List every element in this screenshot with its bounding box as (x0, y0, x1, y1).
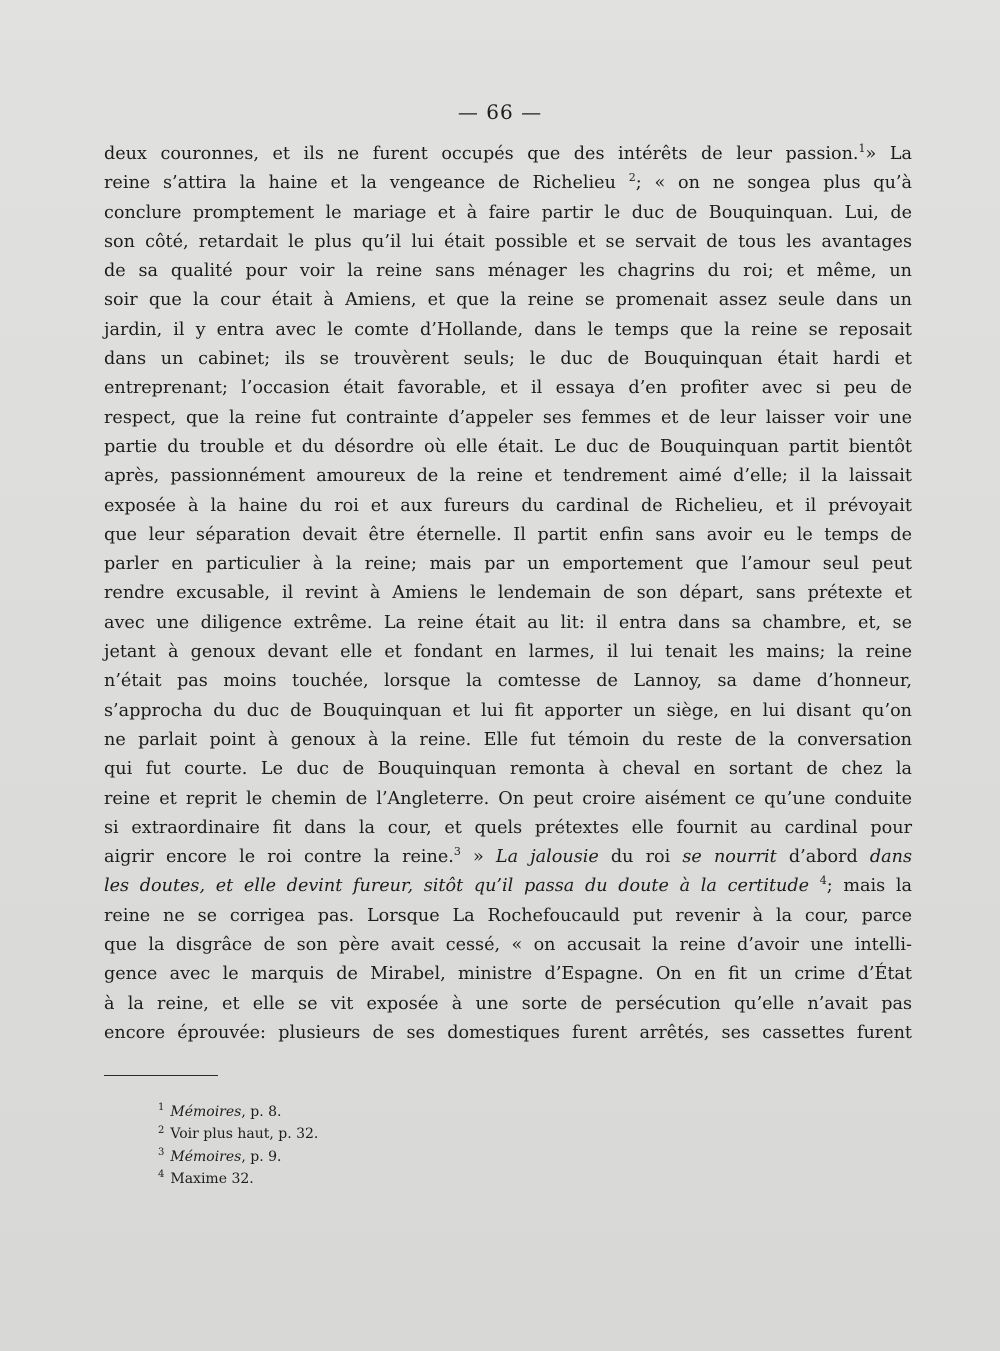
text-run: exposée à la haine du roi et aux fureurs du cardinal de Richelieu, et il prévoyait (104, 495, 912, 516)
text-run: reine et reprit le chemin de l’Angleterre. On peut croire aisément ce qu’une conduite (104, 788, 912, 809)
footnote-number: 1 (158, 1102, 165, 1114)
text-run: entreprenant; l’occasion était favorable, et il essaya d’en profiter avec si peu de (104, 378, 912, 399)
footnote (158, 1123, 558, 1145)
footnote (158, 1101, 558, 1123)
text-line (104, 814, 912, 843)
footnote-rule (104, 1075, 218, 1076)
footnote (158, 1168, 558, 1190)
text-line (104, 140, 912, 169)
body-text (104, 140, 912, 1048)
text-run: son côté, retardait le plus qu’il lui était possible et se servait de tous les avantages (104, 231, 912, 252)
text-run: si extraordinaire fit dans la cour, et quels prétextes elle fournit au cardinal pour (104, 817, 912, 838)
text-line (104, 638, 912, 667)
text-line (104, 228, 912, 257)
text-run: aigrir encore le roi contre la reine. (104, 847, 454, 868)
text-line (104, 257, 912, 286)
footnote-number: 3 (158, 1146, 165, 1158)
text-line (104, 404, 912, 433)
text-run: parler en particulier à la reine; mais par un emportement que l’amour seul peut (104, 554, 912, 575)
text-line (104, 492, 912, 521)
text-run: s’approcha du duc de Bouquinquan et lui fit apporter un siège, en lui disant qu’on (104, 700, 912, 721)
text-line (104, 872, 912, 901)
text-run: » La (865, 144, 912, 164)
text-line (104, 521, 912, 550)
text-run: conclure promptement le mariage et à faire partir le duc de Bouquinquan. Lui, de (104, 202, 912, 223)
text-run: encore éprouvée: plusieurs de ses domestiques furent arrêtés, ses cassettes furent (104, 1022, 912, 1043)
text-line (104, 843, 912, 872)
text-run: , p. 8. (241, 1104, 282, 1120)
footnotes (158, 1101, 558, 1190)
italic-text: La jalousie (495, 847, 599, 868)
text-run: qui fut courte. Le duc de Bouquinquan remonta à cheval en sortant de chez la (104, 759, 912, 780)
text-line (104, 169, 912, 198)
text-run: n’était pas moins touchée, lorsque la comtesse de Lannoy, sa dame d’honneur, (104, 671, 912, 692)
text-run: respect, que la reine fut contrainte d’appeler ses femmes et de leur laisser voir une (104, 407, 912, 428)
text-line (104, 579, 912, 608)
text-line (104, 316, 912, 345)
text-run: ne parlait point à genoux à la reine. Elle fut témoin du reste de la conversation (104, 729, 912, 750)
text-line (104, 726, 912, 755)
footnote-number: 4 (158, 1169, 165, 1181)
text-line (104, 931, 912, 960)
text-line (104, 286, 912, 315)
text-run: que leur séparation devait être éternelle. Il partit enfin sans avoir eu le temps de (104, 524, 912, 545)
text-run: gence avec le marquis de Mirabel, ministre d’Espagne. On en fit un crime d’État (104, 964, 912, 985)
text-run: que la disgrâce de son père avait cessé, « on accusait la reine d’avoir une intelli- (104, 935, 912, 956)
italic-text: les doutes, et elle devint fureur, sitôt qu’il passa du doute à la certitude (104, 876, 810, 897)
footnote-number: 2 (158, 1124, 165, 1136)
text-run: du roi (598, 847, 683, 868)
text-line (104, 199, 912, 228)
text-run: après, passionnément amoureux de la reine et tendrement aimé d’elle; il la laissait (104, 466, 912, 487)
text-run: d’abord (776, 847, 870, 868)
page-number: — 66 — (457, 100, 543, 124)
text-line (104, 990, 912, 1019)
text-line (104, 345, 912, 374)
text-line (104, 433, 912, 462)
text-line (104, 960, 912, 989)
text-line (104, 1019, 912, 1048)
text-line (104, 755, 912, 784)
text-line (104, 902, 912, 931)
text-run: , p. 9. (241, 1148, 282, 1165)
italic-text: se nourrit (682, 847, 777, 868)
text-line (104, 609, 912, 638)
text-run: avec une diligence extrême. La reine était au lit: il entra dans sa chambre, et, se (104, 612, 912, 633)
italic-text: dans (869, 847, 912, 868)
text-line (104, 785, 912, 814)
italic-text: Mémoires (170, 1104, 242, 1120)
footnote-reference: 4 (819, 874, 827, 888)
text-run: soir que la cour était à Amiens, et que la reine se promenait assez seule dans un (104, 290, 912, 311)
text-line (104, 697, 912, 726)
text-line (104, 462, 912, 491)
text-run: reine s’attira la haine et la vengeance de Richelieu (104, 173, 629, 194)
footnote-reference: 3 (453, 845, 461, 859)
text-run: deux couronnes, et ils ne furent occupés que des intérêts de leur passion. (104, 144, 859, 164)
text-run (809, 876, 820, 896)
italic-text: Mémoires (170, 1148, 242, 1165)
text-line (104, 550, 912, 579)
text-line (104, 374, 912, 403)
text-run: jardin, il y entra avec le comte d’Hollande, dans le temps que la reine se reposait (104, 319, 912, 340)
text-run: Maxime 32. (170, 1170, 254, 1187)
text-run: de sa qualité pour voir la reine sans ménager les chagrins du roi; et même, un (104, 261, 912, 282)
text-run: rendre excusable, il revint à Amiens le lendemain de son départ, sans prétexte et (104, 583, 912, 604)
footnote (158, 1146, 558, 1168)
footnote-reference: 1 (858, 142, 866, 156)
text-run: dans un cabinet; ils se trouvèrent seuls; le duc de Bouquinquan était hardi et (104, 349, 912, 370)
text-run: à la reine, et elle se vit exposée à une sorte de persécution qu’elle n’avait pas (104, 993, 912, 1014)
text-run: ; mais la (826, 876, 913, 897)
text-run: ; « on ne songea plus qu’à (635, 173, 912, 194)
text-line (104, 667, 912, 696)
text-run: reine ne se corrigea pas. Lorsque La Rochefoucauld put revenir à la cour, parce (104, 905, 912, 926)
text-run: partie du trouble et du désordre où elle était. Le duc de Bouquinquan partit bientôt (104, 436, 912, 457)
text-run: jetant à genoux devant elle et fondant en larmes, il lui tenait les mains; la reine (104, 642, 912, 663)
text-run: » (460, 847, 496, 868)
text-run: Voir plus haut, p. 32. (170, 1126, 319, 1143)
footnote-reference: 2 (628, 171, 636, 185)
